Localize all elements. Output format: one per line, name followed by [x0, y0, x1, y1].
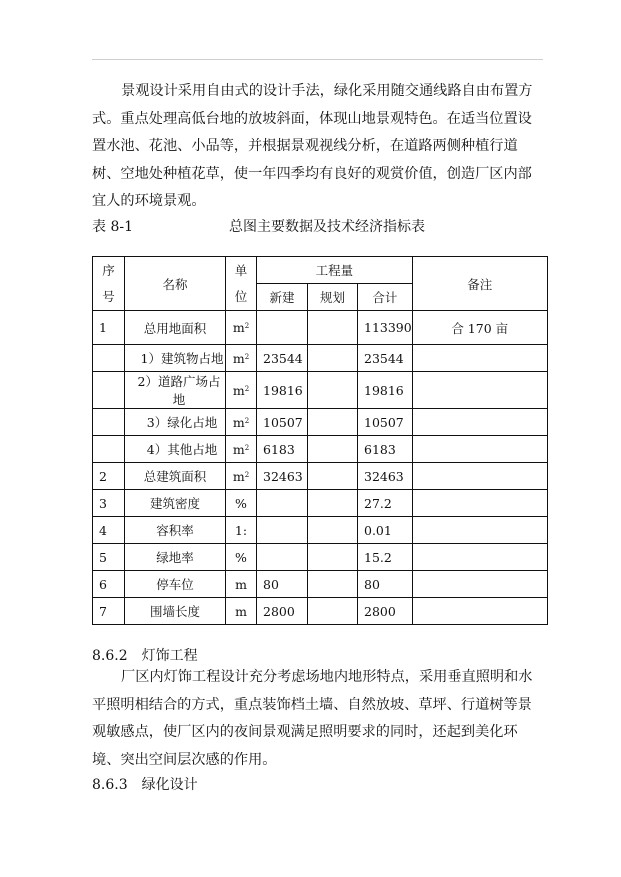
cell-name: 2）道路广场占地 — [125, 372, 226, 409]
cell-remark: 合 170 亩 — [412, 311, 547, 345]
unit-text: m — [232, 350, 245, 366]
cell-new: 10507 — [257, 409, 308, 436]
unit-superscript: 2 — [244, 384, 250, 393]
header-row — [93, 257, 548, 284]
cell-planned — [308, 517, 358, 544]
table-row — [93, 517, 548, 544]
table-row — [93, 598, 548, 625]
cell-new — [257, 311, 308, 345]
cell-seq — [93, 372, 125, 409]
cell-new: 32463 — [257, 463, 308, 490]
cell-name: 总建筑面积 — [125, 463, 226, 490]
cell-planned — [308, 544, 358, 571]
cell-remark — [412, 463, 547, 490]
cell-seq — [93, 345, 125, 372]
cell-seq — [93, 436, 125, 463]
header-planned: 规划 — [308, 284, 358, 311]
header-remark: 备注 — [412, 257, 547, 311]
cell-unit — [226, 311, 257, 345]
header-total: 合计 — [358, 284, 413, 311]
cell-seq: 5 — [93, 544, 125, 571]
unit-text: % — [235, 549, 247, 565]
header-unit-line2: 位 — [234, 288, 248, 304]
table-row — [93, 463, 548, 490]
cell-unit — [226, 571, 257, 598]
cell-planned — [308, 571, 358, 598]
unit-superscript: 2 — [244, 416, 250, 425]
cell-new: 23544 — [257, 345, 308, 372]
cell-remark — [412, 345, 547, 372]
cell-remark — [412, 436, 547, 463]
cell-remark — [412, 571, 547, 598]
cell-total: 113390 — [358, 311, 413, 345]
header-rule — [92, 59, 543, 60]
cell-unit — [226, 436, 257, 463]
cell-total: 27.2 — [358, 490, 413, 517]
section-863-heading: 8.6.3 绿化设计 — [92, 777, 198, 793]
table-row — [93, 311, 548, 345]
unit-text: m — [232, 382, 245, 398]
cell-planned — [308, 372, 358, 409]
section-862-heading: 8.6.2 灯饰工程 — [92, 648, 198, 664]
cell-seq: 1 — [93, 311, 125, 345]
cell-unit — [226, 598, 257, 625]
cell-seq: 2 — [93, 463, 125, 490]
cell-name: 3）绿化占地 — [125, 409, 226, 436]
cell-name: 容积率 — [125, 517, 226, 544]
cell-name: 围墙长度 — [125, 598, 226, 625]
cell-seq: 4 — [93, 517, 125, 544]
cell-new: 19816 — [257, 372, 308, 409]
table-caption — [92, 216, 543, 236]
cell-planned — [308, 436, 358, 463]
header-name: 名称 — [125, 257, 226, 311]
unit-text: m — [235, 576, 247, 592]
cell-total: 10507 — [358, 409, 413, 436]
unit-text: m — [232, 320, 245, 335]
cell-planned — [308, 463, 358, 490]
cell-total: 15.2 — [358, 544, 413, 571]
cell-new: 80 — [257, 571, 308, 598]
table-row — [93, 490, 548, 517]
cell-unit — [226, 490, 257, 517]
unit-text: m — [235, 603, 247, 619]
cell-new: 2800 — [257, 598, 308, 625]
table-row — [93, 409, 548, 436]
cell-name: 绿地率 — [125, 544, 226, 571]
unit-text: % — [235, 495, 247, 511]
table-title: 总图主要数据及技术经济指标表 — [229, 219, 425, 235]
cell-planned — [308, 598, 358, 625]
cell-remark — [412, 409, 547, 436]
header-unit-line1: 单 — [234, 262, 248, 278]
table-number: 表 8-1 — [92, 219, 133, 235]
header-seq-line1: 序 — [102, 262, 115, 278]
intro-paragraph: 景观设计采用自由式的设计手法，绿化采用随交通线路自由布置方式。重点处理高低台地的放坡斜面，体现山地景观特色。在适当位置设置水池、花池、小品等，并根据景观视线分析，在道路两侧种植行道树、空地处种植花草，使一年四季均有良好的观赏价值，创造厂区内部宜人的环境景观。 — [92, 83, 533, 209]
cell-name: 4）其他占地 — [125, 436, 226, 463]
header-new: 新建 — [257, 284, 308, 311]
cell-name: 总用地面积 — [125, 311, 226, 345]
table-row — [93, 544, 548, 571]
cell-new: 6183 — [257, 436, 308, 463]
header-unit — [226, 257, 257, 311]
cell-unit — [226, 372, 257, 409]
cell-total: 19816 — [358, 372, 413, 409]
cell-seq — [93, 409, 125, 436]
cell-unit — [226, 463, 257, 490]
table-row — [93, 372, 548, 409]
cell-planned — [308, 311, 358, 345]
cell-total: 32463 — [358, 463, 413, 490]
table-row — [93, 345, 548, 372]
unit-text: 1: — [234, 522, 248, 538]
data-table — [92, 256, 548, 625]
cell-remark — [412, 517, 547, 544]
cell-planned — [308, 490, 358, 517]
cell-unit — [226, 409, 257, 436]
unit-text: m — [232, 441, 245, 457]
cell-total: 80 — [358, 571, 413, 598]
unit-superscript: 2 — [244, 352, 250, 361]
unit-superscript: 2 — [244, 443, 250, 452]
cell-name: 1）建筑物占地 — [125, 345, 226, 372]
cell-new — [257, 490, 308, 517]
cell-unit — [226, 517, 257, 544]
cell-total: 2800 — [358, 598, 413, 625]
header-seq — [93, 257, 125, 311]
cell-unit — [226, 345, 257, 372]
cell-name: 建筑密度 — [125, 490, 226, 517]
cell-planned — [308, 409, 358, 436]
header-seq-line2: 号 — [102, 288, 115, 304]
unit-superscript: 2 — [244, 322, 250, 330]
cell-remark — [412, 598, 547, 625]
unit-superscript: 2 — [244, 470, 250, 479]
table-row — [93, 571, 548, 598]
cell-total: 6183 — [358, 436, 413, 463]
cell-total: 23544 — [358, 345, 413, 372]
cell-new — [257, 544, 308, 571]
table-row — [93, 436, 548, 463]
cell-planned — [308, 345, 358, 372]
cell-new — [257, 517, 308, 544]
cell-remark — [412, 490, 547, 517]
cell-seq: 7 — [93, 598, 125, 625]
cell-seq: 3 — [93, 490, 125, 517]
cell-remark — [412, 372, 547, 409]
cell-remark — [412, 544, 547, 571]
cell-seq: 6 — [93, 571, 125, 598]
section-862-body: 厂区内灯饰工程设计充分考虑场地内地形特点，采用垂直照明和水平照明相结合的方式，重点装饰档土墙、自然放坡、草坪、行道树等景观敏感点，使厂区内的夜间景观满足照明要求的同时，还起到美化环境、突出空间层次感的作用。 — [92, 669, 533, 768]
header-quantity: 工程量 — [257, 257, 413, 284]
cell-total: 0.01 — [358, 517, 413, 544]
unit-text: m — [232, 468, 245, 484]
cell-name: 停车位 — [125, 571, 226, 598]
cell-unit — [226, 544, 257, 571]
unit-text: m — [232, 414, 245, 430]
